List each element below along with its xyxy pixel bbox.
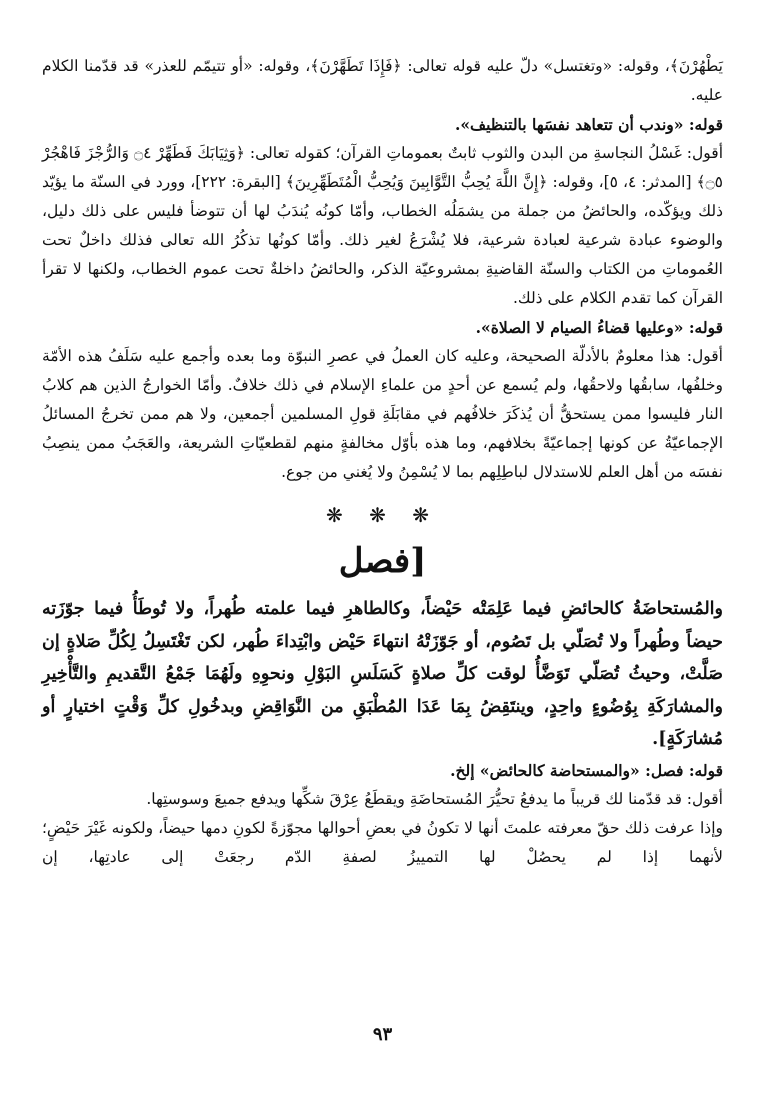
qawluh-heading-2: قوله: «وعليها قضاءُ الصيام لا الصلاة».	[475, 318, 723, 337]
aqul-paragraph-3: أقول: قد قدّمنا لك قريباً ما يدفعُ تحيُّرَ المُستحاضَةِ ويقطَعُ عِرْقَ شكِّها ويدفع جميعَ وسوستِها.	[146, 789, 723, 808]
page-number: ٩٣	[372, 1024, 393, 1045]
fasl-heading-block	[42, 539, 723, 583]
aqul-paragraph-1: أقول: غَسْلُ النجاسةِ من البدن والثوب ثابتٌ بعموماتِ القرآن؛ كقوله تعالى: ﴿وَثِيَابَكَ فَطَهِّرْ ۝٤ وَالرُّجْزَ فَاهْجُرْ ۝٥﴾ [المدثر: ٤، ٥]، وقوله: ﴿إِنَّ اللَّهَ يُحِبُّ التَّوَّابِينَ وَيُحِبُّ الْمُتَطَهِّرِينَ﴾ [البقرة: ٢٢٢]، وورد في السنّة ما يؤيّد ذلك ويؤكّده، والحائضُ من جملة من يشمَلُه الخطاب، وأمّا كونُه يُندَبُ لها أن تتوضأ فليس على ذلك دليل، والوضوء عبادة شرعية لعبادة شرعية، فلا يُشْرَعُ لغير ذلك. وأمّا كونُها تذكُرُ الله تعالى فذلك داخلٌ تحت العُموماتِ من الكتاب والسنّة القاضيةِ بمشروعيّة الذكر، والحائضُ داخلةٌ تحت عموم الخطاب، ولكنها لا تقرأ القرآن كما تقدم الكلام على ذلك.	[42, 144, 723, 307]
aqul-paragraph-2: أقول: هذا معلومٌ بالأدلّة الصحيحة، وعليه كان العملُ في عصرِ النبوّة وما بعده وأجمع عليه سَلَفُ هذه الأمّة وخلفُها، سابقُها ولاحقُها، ولم يُسمع عن أحدٍ من علماءِ الإسلام في ذلك خلافٌ. وأمّا الخوارجُ الذين هم كلابُ النار فليسوا ممن يستحقُّ أن يُذكَرَ خلافُهم في مقابَلَةِ قولِ المسلمين أجمعين، ولا هم ممن تخرجُ المسائلُ الإجماعيّةُ عن كونها إجماعيّةً بخلافهم، وما هذه بأوّل مخالفةٍ منهم لقطعيّاتِ الشريعة، والعَجَبُ ممن ينصِبُ نفسَه من أهل العلم للاستدلال لباطِلِهم بما لا يُسْمِنُ ولا يُغني من جوع.	[42, 347, 723, 481]
fasl-heading: [فصل	[338, 541, 427, 581]
qawluh-heading-1: قوله: «وندب أن تتعاهد نفسَها بالتنظيف».	[454, 115, 723, 134]
closing-paragraph: وإذا عرفت ذلك حقّ معرفته علمتَ أنها لا تكونُ في بعضِ أحوالها مجوّزةً لكونِ دمها حيضاً، ولكونه غَيْرَ حَيْضٍ؛ لأنهما إذا لم يحصُلْ لها التمييزُ لصفةِ الدّم رجعَتْ إلى عادتِها، إن	[42, 818, 723, 866]
matn-text: والمُستحاضَةُ كالحائضِ فيما عَلِمَتْه حَيْضاً، وكالطاهرِ فيما علمته طُهراً، ولا تُوطَأُ فيما جوّزَته حيضاً وطُهراً ولا تُصَلّي بل تَصُوم، أو جَوّزَتْهُ انتهاءَ حَيْض وابْتِداءَ طُهر، لكن تَغْتَسِلُ لِكُلِّ صَلاةٍ إن صَلَّتْ، وحيثُ تُصَلّي تَوَضَّأُ لوقت كلِّ صلاةٍ كَسَلَسِ البَوْلِ ونحوِهِ ولَهُمَا جَمْعُ التَّقديمِ والتَّأْخِيرِ والمشارَكَةِ بِوُضُوءٍ واحِدٍ، وينتَقِضُ بِمَا عَدَا المُطْبَقِ من النَّوَاقِضِ وبدخُولِ كلِّ وَقْتٍ اختيارٍ أو مُشارَكَةٍ].	[42, 599, 723, 749]
qawluh-heading-3: قوله: فصل: «والمستحاضة كالحائض» إلخ.	[450, 760, 723, 780]
section-separator: ❋ ❋ ❋	[326, 503, 439, 527]
opening-paragraph: يَطْهُرْنَ﴾، وقوله: «وتغتسل» دلّ عليه قوله تعالى: ﴿فَإِذَا تَطَهَّرْنَ﴾، وقوله: «أو تتيمّم للعذر» قد قدّمنا الكلام عليه.	[42, 57, 723, 104]
